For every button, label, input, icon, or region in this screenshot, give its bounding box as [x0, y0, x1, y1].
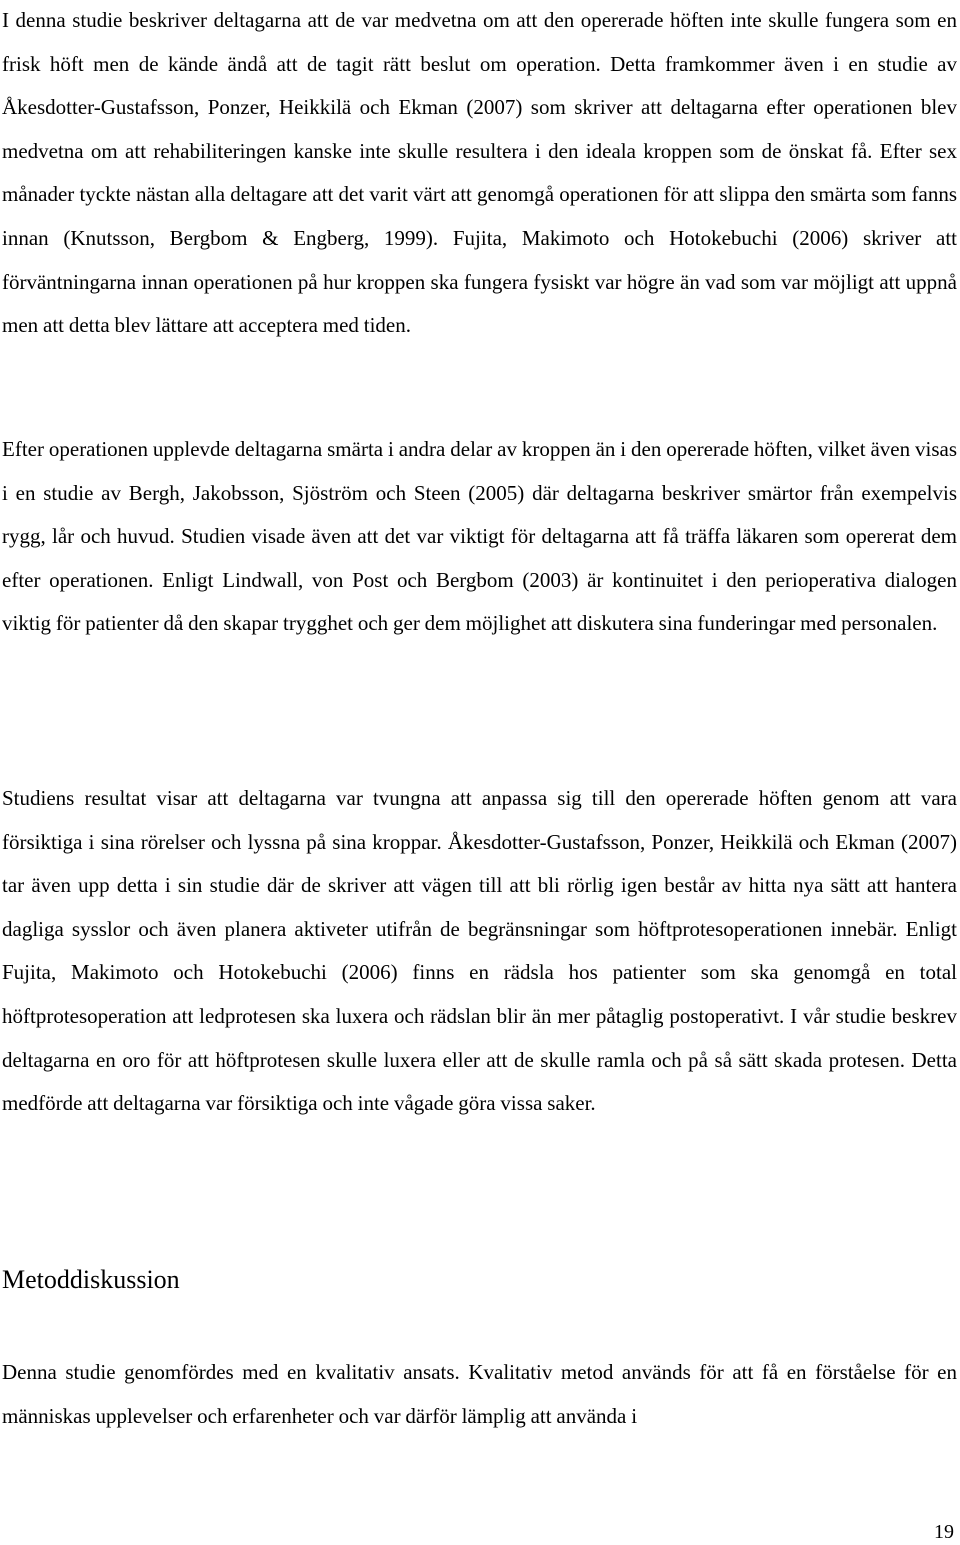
section-heading: Metoddiskussion: [2, 1265, 180, 1294]
body-paragraph-4: Denna studie genomfördes med en kvalitativ ansats. Kvalitativ metod används för att få en förståelse för en människas upplevelser och erfarenheter och var därför lämplig att använda i: [2, 1360, 957, 1428]
page-number: 19: [934, 1521, 954, 1543]
body-paragraph-3: Studiens resultat visar att deltagarna var tvungna att anpassa sig till den opererade höften genom att vara försiktiga i sina rörelser och lyssna på sina kroppar. Åkesdotter-Gustafsson, Ponzer, Heikkilä och Ekman (2007) tar även upp detta i sin studie där de skriver att vägen till att bli rörlig igen består av hitta nya sätt att hantera dagliga sysslor och även planera aktiveter utifrån de begränsningar som höftprotesoperationen innebär. Enligt Fujita, Makimoto och Hotokebuchi (2006) finns en rädsla hos patienter som ska genomgå en total höftprotesoperation att ledprotesen ska luxera och rädslan blir än mer påtaglig postoperativt. I vår studie beskrev deltagarna en oro för att höftprotesen skulle luxera eller att de skulle ramla och på så sätt skada protesen. Detta medförde att deltagarna var försiktiga och inte vågade göra vissa saker.: [2, 786, 957, 1116]
body-paragraph-1: I denna studie beskriver deltagarna att de var medvetna om att den opererade höften inte skulle fungera som en frisk höft men de kände ändå att de tagit rätt beslut om operation. Detta framkommer även i en studie av Åkesdotter-Gustafsson, Ponzer, Heikkilä och Ekman (2007) som skriver att deltagarna efter operationen blev medvetna om att rehabiliteringen kanske inte skulle resultera i den ideala kroppen som de önskat få. Efter sex månader tyckte nästan alla deltagare att det varit värt att genomgå operationen för att slippa den smärta som fanns innan (Knutsson, Bergbom & Engberg, 1999). Fujita, Makimoto och Hotokebuchi (2006) skriver att förväntningarna innan operationen på hur kroppen ska fungera fysiskt var högre än vad som var möjligt att uppnå men att detta blev lättare att acceptera med tiden.: [2, 8, 957, 338]
body-paragraph-2: Efter operationen upplevde deltagarna smärta i andra delar av kroppen än i den opererade höften, vilket även visas i en studie av Bergh, Jakobsson, Sjöström och Steen (2005) där deltagarna beskriver smärtor från exempelvis rygg, lår och huvud. Studien visade även att det var viktigt för deltagarna att få träffa läkaren som opererat dem efter operationen. Enligt Lindwall, von Post och Bergbom (2003) är kontinuitet i den perioperativa dialogen viktig för patienter då den skapar trygghet och ger dem möjlighet att diskutera sina funderingar med personalen.: [2, 437, 957, 636]
